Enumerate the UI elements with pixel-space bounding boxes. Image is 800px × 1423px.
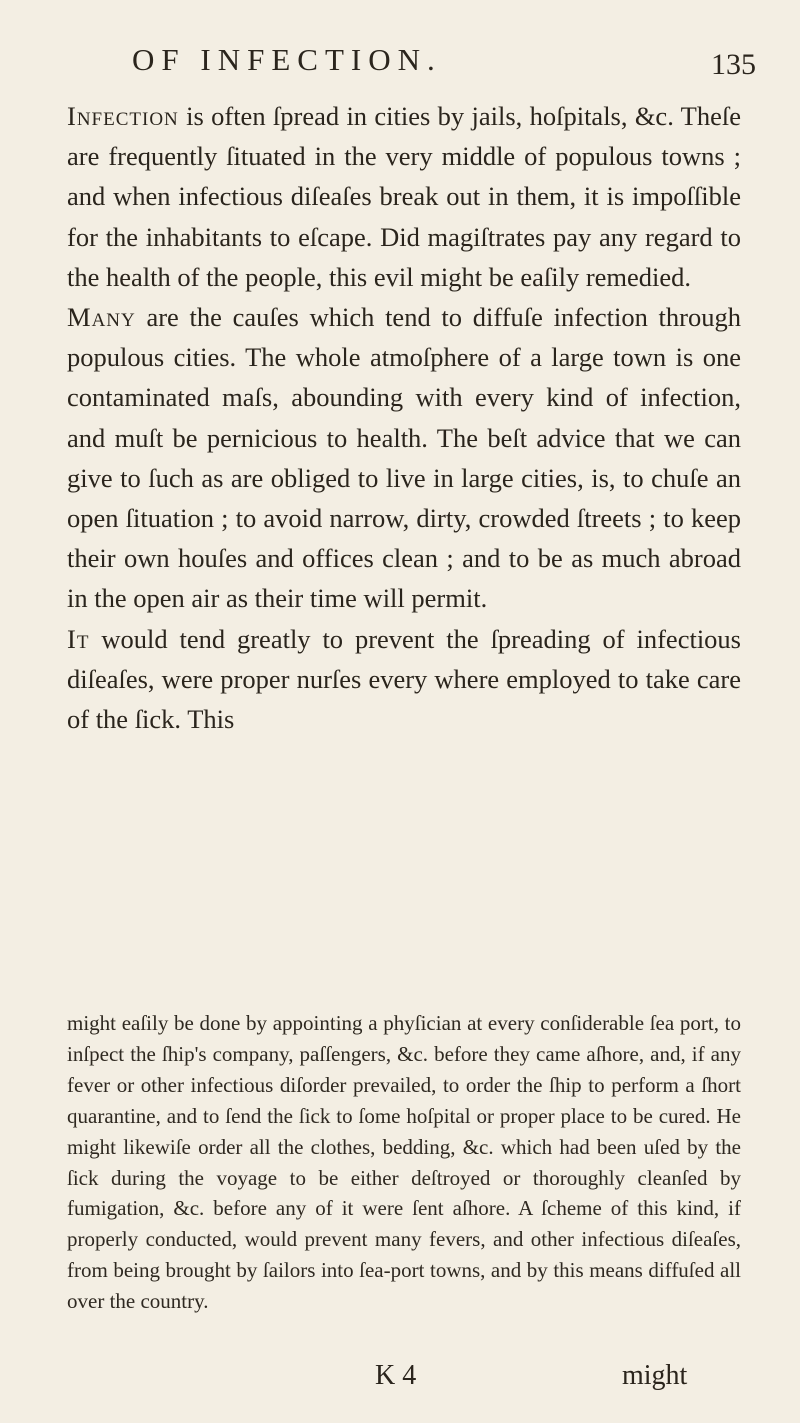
paragraph-3-text: would tend greatly to prevent the ſpreading of infectious diſeaſes, were proper nurſes every where employed to take care of the ſick. This bbox=[67, 623, 741, 735]
paragraph-3 bbox=[67, 619, 741, 740]
main-text bbox=[67, 96, 741, 739]
running-title: OF INFECTION. bbox=[132, 42, 442, 77]
catchword: might bbox=[622, 1360, 688, 1391]
page-number: 135 bbox=[711, 48, 756, 81]
paragraph-1-text: is often ſpread in cities by jails, hoſpitals, &c. Theſe are frequently ſituated in the very middle of populous towns ; and when infectious diſeaſes break out in them, it is impoſſible for the inhabitants to eſcape. Did magiſtrates pay any regard to the health of the people, this evil might be eaſily remedied. bbox=[67, 101, 741, 292]
footnote: might eaſily be done by appointing a phyſician at every conſiderable ſea port, to inſpect the ſhip's company, paſſengers, &c. before they came aſhore, and, if any fever or other infectious diſorder prevailed, to order the ſhip to perform a ſhort quarantine, and to ſend the ſick to ſome hoſpital or proper place to be cured. He might likewiſe order all the clothes, bedding, &c. which had been uſed by the ſick during the voyage to be either deſtroyed or thoroughly cleanſed by fumigation, &c. before any of it were ſent aſhore. A ſcheme of this kind, if properly conducted, would prevent many fevers, and other infectious diſeaſes, from being brought by ſailors into ſea-port towns, and by this means diffuſed all over the country. bbox=[67, 1011, 741, 1314]
paragraph-2-text: are the cauſes which tend to diffuſe infection through populous cities. The whole atmoſphere of a large town is one contaminated maſs, abounding with every kind of infection, and muſt be pernicious to health. The beſt advice that we can give to ſuch as are obliged to live in large cities, is, to chuſe an open ſituation ; to avoid narrow, dirty, crowded ſtreets ; to keep their own houſes and offices clean ; and to be as much abroad in the open air as their time will permit. bbox=[67, 302, 741, 614]
paragraph-1-lead: Infection bbox=[67, 101, 179, 131]
signature-mark: K 4 bbox=[375, 1360, 417, 1391]
paragraph-3-lead: It bbox=[67, 623, 90, 654]
paragraph-1 bbox=[67, 96, 741, 297]
page-header bbox=[132, 42, 756, 88]
paragraph-2 bbox=[67, 297, 741, 619]
paragraph-2-lead: Many bbox=[67, 302, 136, 333]
page-footer bbox=[0, 1360, 800, 1400]
